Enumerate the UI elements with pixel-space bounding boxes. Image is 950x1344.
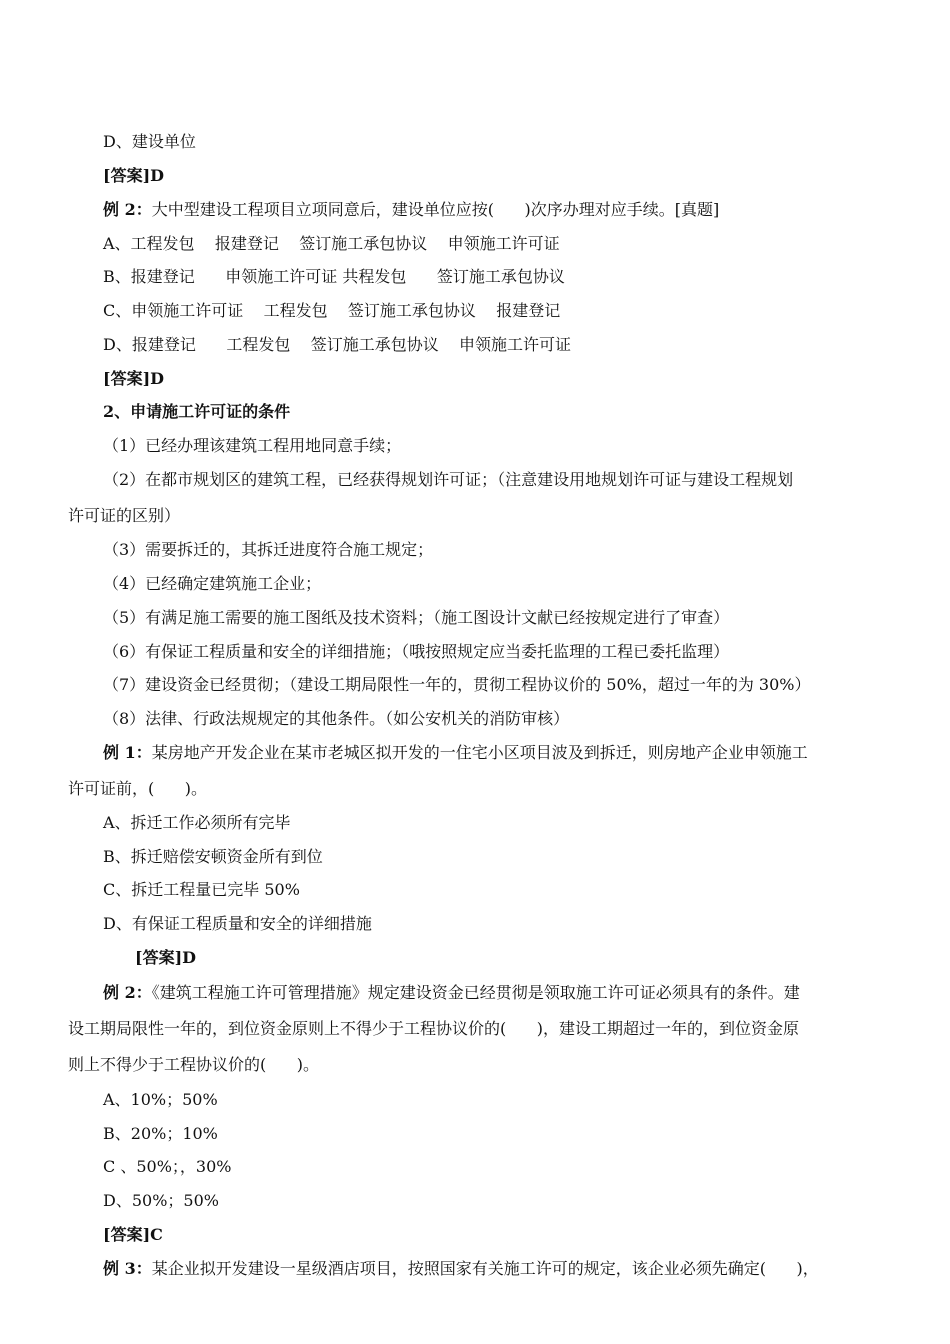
option-a: A、10%；50%	[103, 1090, 218, 1109]
question-text: 某房地产开发企业在某市老城区拟开发的一住宅小区项目波及到拆迁，则房地产企业申领施工	[151, 743, 808, 762]
option-b: B、20%；10%	[103, 1124, 218, 1143]
condition-item: （3）需要拆迁的，其拆迁进度符合施工规定；	[103, 540, 434, 559]
condition-item: （6）有保证工程质量和安全的详细措施；（哦按照规定应当委托监理的工程已委托监理）	[103, 642, 730, 661]
example-question	[103, 983, 800, 1003]
condition-item: （4）已经确定建筑施工企业；	[103, 574, 322, 593]
option-c: C、拆迁工程量已完毕 50%	[103, 880, 300, 899]
example-question	[103, 1259, 819, 1279]
example-label: 例 2：	[103, 983, 152, 1002]
example-label: 例 3：	[103, 1259, 152, 1278]
example-label: 例 2：	[103, 200, 152, 219]
option-a: A、拆迁工作必须所有完毕	[103, 813, 291, 832]
condition-item: （7）建设资金已经贯彻；（建设工期局限性一年的，贯彻工程协议价的 50%，超过一年的为 30%）	[103, 675, 811, 694]
question-text-continued: 则上不得少于工程协议价的( )。	[68, 1055, 320, 1074]
answer-label: [答案]D	[135, 948, 197, 967]
question-text-continued: 许可证前，( )。	[68, 779, 208, 798]
option-c: C、申领施工许可证 工程发包 签订施工承包协议 报建登记	[103, 301, 561, 320]
example-question	[103, 743, 808, 763]
option-b: B、报建登记 申领施工许可证 共程发包 签订施工承包协议	[103, 267, 565, 286]
option-d: D、建设单位	[103, 132, 196, 151]
example-label: 例 1：	[103, 743, 152, 762]
option-d: D、50%；50%	[103, 1191, 219, 1210]
option-d: D、报建登记 工程发包 签订施工承包协议 申领施工许可证	[103, 335, 572, 354]
option-b: B、拆迁赔偿安顿资金所有到位	[103, 847, 323, 866]
option-d: D、有保证工程质量和安全的详细措施	[103, 914, 372, 933]
option-c: C 、50%；，30%	[103, 1157, 232, 1176]
option-a: A、工程发包 报建登记 签订施工承包协议 申领施工许可证	[103, 234, 560, 253]
condition-item-continued: 许可证的区别）	[68, 506, 181, 525]
question-text: 某企业拟开发建设一星级酒店项目，按照国家有关施工许可的规定，该企业必须先确定( )，	[151, 1259, 819, 1278]
question-text-continued: 设工期局限性一年的，到位资金原则上不得少于工程协议价的( )，建设工期超过一年的，到位资金原	[68, 1019, 800, 1038]
condition-item: （2）在都市规划区的建筑工程，已经获得规划许可证；（注意建设用地规划许可证与建设工程规划	[103, 470, 794, 489]
example-question	[103, 200, 719, 220]
answer-label: [答案]D	[103, 369, 165, 388]
condition-item: （8）法律、行政法规规定的其他条件。（如公安机关的消防审核）	[103, 709, 570, 728]
answer-label: [答案]D	[103, 166, 165, 185]
section-heading: 2、申请施工许可证的条件	[103, 402, 291, 421]
question-text: 大中型建设工程项目立项同意后，建设单位应按( )次序办理对应手续。[真题]	[151, 200, 720, 219]
condition-item: （1）已经办理该建筑工程用地同意手续；	[103, 436, 402, 455]
answer-label: [答案]C	[103, 1225, 163, 1244]
question-text: 《建筑工程施工许可管理措施》规定建设资金已经贯彻是领取施工许可证必须具有的条件。建	[151, 983, 800, 1002]
condition-item: （5）有满足施工需要的施工图纸及技术资料；（施工图设计文献已经按规定进行了审查）	[103, 608, 730, 627]
